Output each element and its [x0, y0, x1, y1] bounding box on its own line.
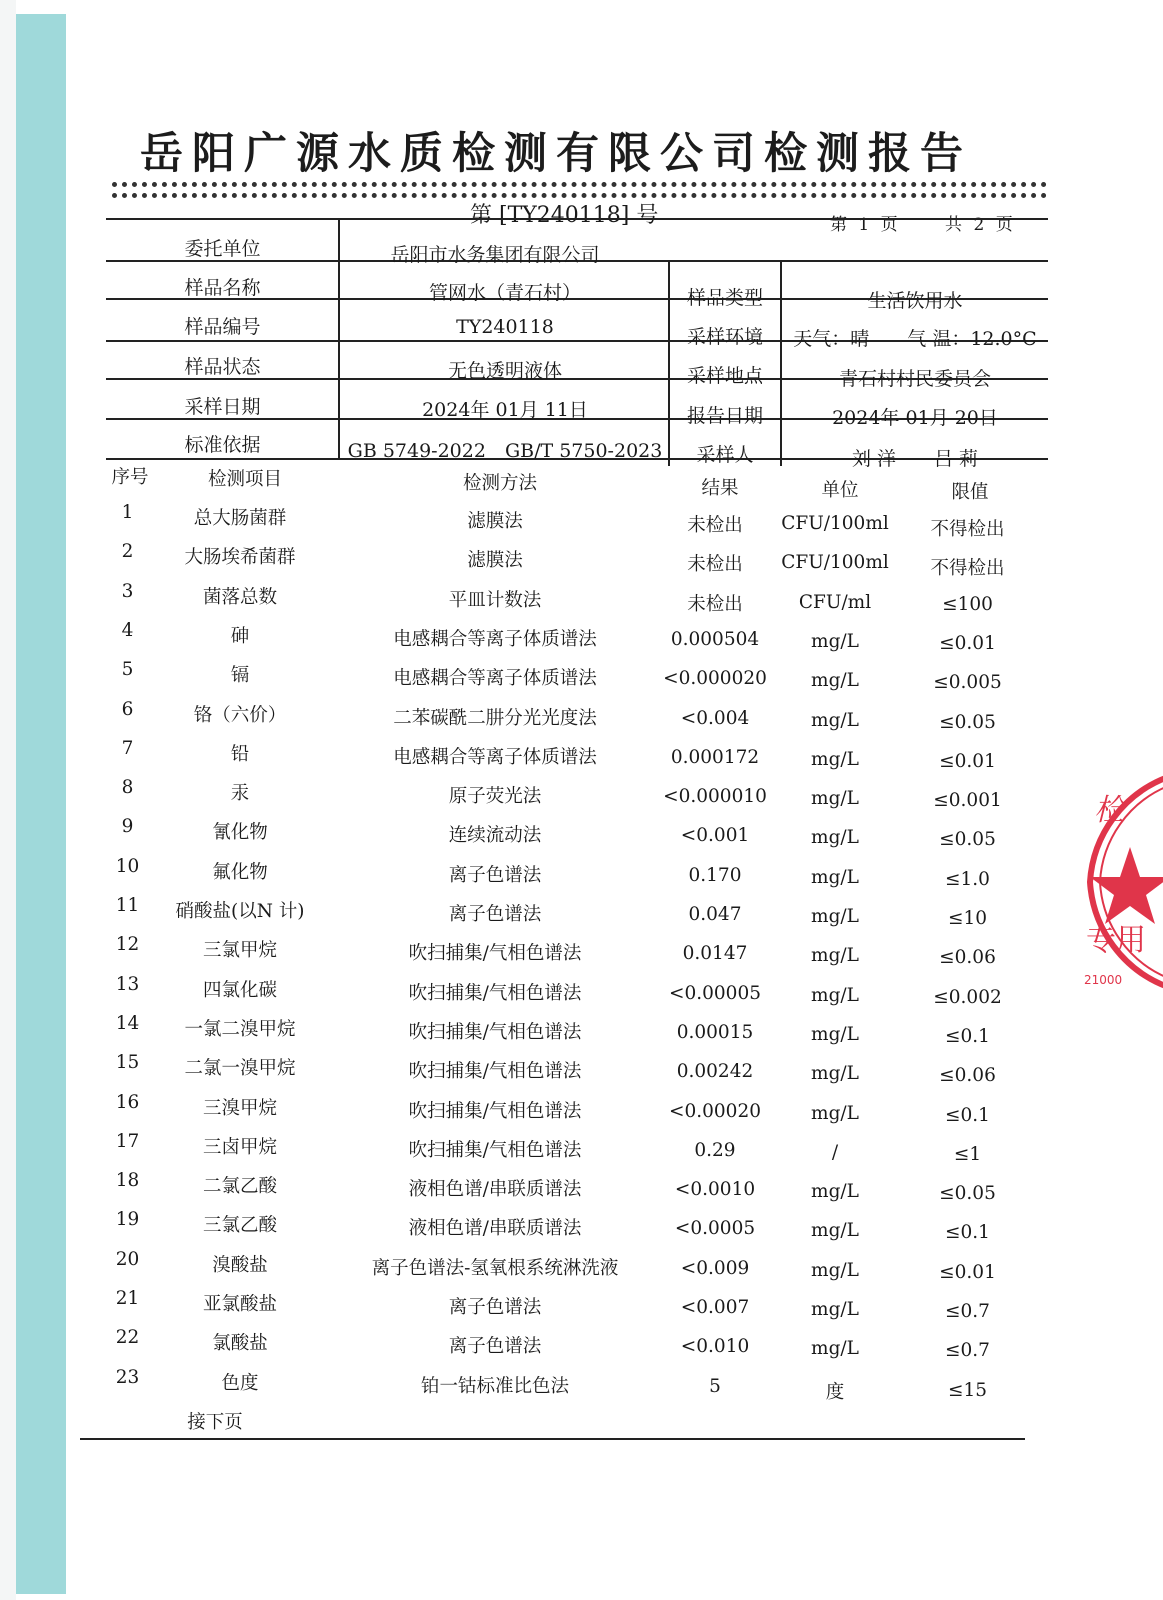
site-label: 采样地点 — [686, 365, 763, 387]
row-item: 色度 — [221, 1372, 259, 1394]
row-result: <0.000010 — [663, 786, 767, 808]
sampler-label: 采样人 — [696, 444, 754, 466]
row-limit: ≤0.001 — [933, 790, 1002, 812]
row-result: 未检出 — [687, 554, 743, 576]
row-no: 4 — [121, 619, 134, 641]
row-method: 连续流动法 — [448, 825, 542, 847]
row-result: <0.00005 — [668, 982, 761, 1004]
row-result: <0.0010 — [674, 1179, 756, 1201]
row-limit: ≤0.05 — [939, 1183, 996, 1205]
row-unit: mg/L — [811, 945, 859, 967]
row-limit: 不得检出 — [930, 519, 1005, 540]
row-limit: ≤0.002 — [933, 986, 1002, 1008]
site-value: 青石村村民委员会 — [838, 368, 991, 390]
row-limit: ≤0.06 — [939, 1065, 996, 1087]
row-item: 镉 — [230, 665, 250, 687]
row-unit: CFU/100ml — [781, 552, 889, 574]
header-no: 序号 — [111, 467, 149, 488]
row-result: <0.0005 — [674, 1218, 756, 1240]
row-no: 2 — [121, 541, 134, 563]
row-limit: ≤0.1 — [945, 1025, 990, 1047]
row-no: 18 — [115, 1170, 140, 1192]
row-method: 平皿计数法 — [448, 589, 542, 611]
row-item: 砷 — [230, 625, 250, 647]
row-no: 14 — [115, 1012, 140, 1034]
row-no: 1 — [121, 502, 134, 523]
header-item: 检测项目 — [207, 469, 282, 490]
row-limit: ≤0.01 — [939, 632, 996, 654]
row-unit: CFU/ml — [798, 591, 872, 613]
row-limit: ≤1 — [953, 1143, 982, 1165]
row-method: 吹扫捕集/气相色谱法 — [408, 1061, 582, 1083]
row-unit: mg/L — [811, 906, 859, 927]
row-method: 离子色谱法 — [448, 904, 542, 925]
row-method: 液相色谱/串联质谱法 — [408, 1179, 582, 1201]
row-limit: ≤0.1 — [945, 1104, 990, 1126]
row-result: <0.007 — [680, 1297, 750, 1318]
row-unit: mg/L — [811, 1220, 859, 1242]
report-title: 岳阳广源水质检测有限公司检测报告 — [140, 129, 972, 179]
row-item: 总大肠菌群 — [193, 508, 287, 529]
env-value: 天气：晴 气 温：12.0°C — [793, 328, 1037, 350]
header-unit: 单位 — [821, 480, 859, 501]
row-limit: ≤0.01 — [939, 750, 996, 772]
stamp-text-bottom: 专用 — [1086, 923, 1146, 958]
row-item: 氯酸盐 — [212, 1333, 268, 1355]
report-number: 第 [TY240118] 号 — [470, 203, 659, 228]
row-no: 12 — [115, 934, 140, 956]
row-unit: mg/L — [811, 630, 859, 652]
row-method: 电感耦合等离子体质谱法 — [393, 628, 597, 650]
row-method: 液相色谱/串联质谱法 — [408, 1218, 582, 1240]
report-date-value: 2024年 01月 20日 — [832, 407, 998, 429]
row-result: 0.000172 — [670, 746, 760, 768]
state-value: 无色透明液体 — [447, 360, 562, 382]
official-stamp — [1080, 772, 1163, 1002]
row-no: 7 — [121, 737, 134, 759]
row-item: 氰化物 — [212, 822, 268, 844]
row-item: 大肠埃希菌群 — [184, 547, 296, 569]
row-no: 17 — [115, 1130, 140, 1152]
row-method: 吹扫捕集/气相色谱法 — [408, 1021, 582, 1043]
row-limit: ≤0.05 — [939, 829, 996, 851]
scan-band — [16, 14, 66, 1594]
sample-name-value: 管网水（青石村） — [428, 282, 581, 304]
row-no: 3 — [121, 580, 134, 602]
sample-no-value: TY240118 — [456, 316, 554, 338]
row-unit: CFU/100ml — [781, 513, 889, 534]
row-no: 9 — [121, 816, 134, 838]
row-limit: ≤0.01 — [939, 1261, 996, 1283]
row-result: <0.010 — [680, 1336, 750, 1358]
row-method: 电感耦合等离子体质谱法 — [393, 668, 597, 690]
row-result: <0.009 — [680, 1257, 750, 1279]
sample-type-value: 生活饮用水 — [867, 290, 963, 312]
row-limit: ≤0.06 — [939, 947, 996, 969]
row-method: 吹扫捕集/气相色谱法 — [408, 982, 582, 1004]
row-no: 15 — [115, 1052, 140, 1074]
env-label: 采样环境 — [686, 326, 763, 348]
rule — [338, 220, 340, 460]
rule — [106, 218, 1048, 220]
row-unit: mg/L — [811, 1063, 859, 1085]
row-unit: mg/L — [811, 1259, 859, 1281]
row-no: 22 — [115, 1327, 140, 1349]
row-item: 二氯一溴甲烷 — [184, 1058, 296, 1080]
row-unit: mg/L — [811, 788, 859, 810]
row-method: 离子色谱法 — [448, 1336, 542, 1358]
row-item: 汞 — [230, 783, 250, 805]
row-unit: mg/L — [811, 866, 859, 888]
row-result: 0.0147 — [682, 943, 748, 965]
row-result: 5 — [709, 1375, 721, 1397]
title-divider — [112, 182, 1047, 187]
row-limit: ≤0.05 — [939, 711, 996, 733]
row-limit: 不得检出 — [930, 558, 1005, 580]
state-label: 样品状态 — [184, 356, 261, 378]
row-limit: ≤0.1 — [945, 1222, 990, 1244]
row-unit: 度 — [825, 1381, 845, 1403]
row-no: 11 — [115, 895, 140, 916]
row-unit: mg/L — [811, 1338, 859, 1360]
row-limit: ≤100 — [942, 593, 993, 615]
row-no: 23 — [115, 1366, 140, 1388]
row-method: 电感耦合等离子体质谱法 — [393, 746, 597, 768]
row-unit: mg/L — [811, 748, 859, 770]
row-no: 19 — [115, 1209, 140, 1231]
standard-value: GB 5749-2022 GB/T 5750-2023 — [347, 440, 663, 462]
row-result: <0.001 — [680, 825, 750, 847]
standard-label: 标准依据 — [184, 434, 261, 456]
row-limit: ≤10 — [947, 908, 988, 929]
row-item: 四氯化碳 — [202, 979, 277, 1001]
header-result: 结果 — [701, 478, 739, 499]
row-no: 20 — [115, 1248, 140, 1270]
row-item: 亚氯酸盐 — [202, 1294, 277, 1315]
row-item: 三溴甲烷 — [202, 1097, 277, 1119]
date-label: 采样日期 — [184, 396, 261, 418]
row-unit: mg/L — [811, 709, 859, 731]
row-method: 离子色谱法-氢氧根系统淋洗液 — [371, 1257, 619, 1279]
row-unit: / — [831, 1141, 839, 1163]
row-result: <0.004 — [680, 707, 750, 729]
row-method: 二苯碳酰二肼分光光度法 — [393, 707, 597, 729]
stamp-digits: 21000 — [1084, 973, 1123, 987]
client-value: 岳阳市水务集团有限公司 — [390, 244, 600, 266]
row-limit: ≤1.0 — [945, 868, 990, 890]
row-method: 吹扫捕集/气相色谱法 — [408, 943, 582, 965]
row-result: 0.00015 — [676, 1021, 754, 1043]
row-item: 二氯乙酸 — [202, 1176, 277, 1198]
continued-note: 接下页 — [187, 1412, 243, 1433]
row-item: 溴酸盐 — [212, 1254, 268, 1276]
row-item: 三卤甲烷 — [202, 1136, 277, 1158]
row-limit: ≤0.7 — [945, 1301, 990, 1322]
row-result: 未检出 — [687, 593, 743, 615]
stamp-text-top: 检 — [1094, 793, 1124, 828]
scan-edge — [0, 0, 16, 1600]
row-unit: mg/L — [811, 984, 859, 1006]
row-no: 13 — [115, 973, 140, 995]
row-result: 未检出 — [687, 515, 743, 536]
row-no: 10 — [115, 855, 140, 877]
header-limit: 限值 — [951, 482, 989, 503]
sampler-value: 刘 洋 吕 莉 — [851, 448, 979, 470]
row-result: 0.000504 — [670, 628, 760, 650]
row-item: 硝酸盐(以N 计) — [175, 901, 305, 922]
row-limit: ≤0.7 — [945, 1340, 990, 1362]
row-unit: mg/L — [811, 1299, 859, 1320]
row-method: 吹扫捕集/气相色谱法 — [408, 1139, 582, 1161]
sample-type-label: 样品类型 — [686, 287, 763, 309]
row-no: 21 — [115, 1288, 140, 1309]
row-item: 三氯乙酸 — [202, 1215, 277, 1237]
row-unit: mg/L — [811, 1181, 859, 1203]
row-method: 滤膜法 — [467, 511, 523, 532]
row-unit: mg/L — [811, 1102, 859, 1124]
row-no: 5 — [121, 659, 134, 681]
row-no: 8 — [121, 777, 134, 799]
row-item: 菌落总数 — [202, 586, 277, 608]
row-unit: mg/L — [811, 670, 859, 692]
client-label: 委托单位 — [184, 238, 261, 260]
footer-rule — [80, 1438, 1025, 1440]
row-no: 16 — [115, 1091, 140, 1113]
row-method: 铂一钴标准比色法 — [420, 1375, 569, 1397]
row-result: <0.000020 — [663, 668, 767, 690]
row-item: 一氯二溴甲烷 — [184, 1018, 296, 1040]
row-limit: ≤0.005 — [933, 672, 1002, 694]
row-unit: mg/L — [811, 827, 859, 849]
row-item: 铬（六价） — [193, 704, 287, 726]
date-value: 2024年 01月 11日 — [422, 399, 588, 421]
sample-no-label: 样品编号 — [184, 316, 261, 338]
sample-name-label: 样品名称 — [184, 277, 261, 299]
header-method: 检测方法 — [462, 473, 537, 494]
report-date-label: 报告日期 — [686, 405, 763, 427]
row-method: 离子色谱法 — [448, 1297, 542, 1318]
row-limit: ≤15 — [947, 1379, 988, 1401]
row-method: 滤膜法 — [467, 550, 523, 572]
page-info: 第 1 页 共 2 页 — [830, 215, 1014, 235]
row-unit: mg/L — [811, 1023, 859, 1045]
row-item: 三氯甲烷 — [202, 940, 277, 962]
rule — [780, 262, 782, 466]
row-method: 离子色谱法 — [448, 864, 542, 886]
row-result: 0.00242 — [676, 1061, 754, 1083]
row-result: 0.29 — [694, 1139, 736, 1161]
row-result: <0.00020 — [668, 1100, 761, 1122]
row-item: 铅 — [230, 743, 250, 765]
row-item: 氟化物 — [212, 861, 268, 883]
row-method: 原子荧光法 — [448, 786, 542, 808]
row-no: 6 — [121, 698, 134, 720]
row-method: 吹扫捕集/气相色谱法 — [408, 1100, 582, 1122]
row-result: 0.047 — [688, 904, 742, 925]
row-result: 0.170 — [688, 864, 742, 886]
